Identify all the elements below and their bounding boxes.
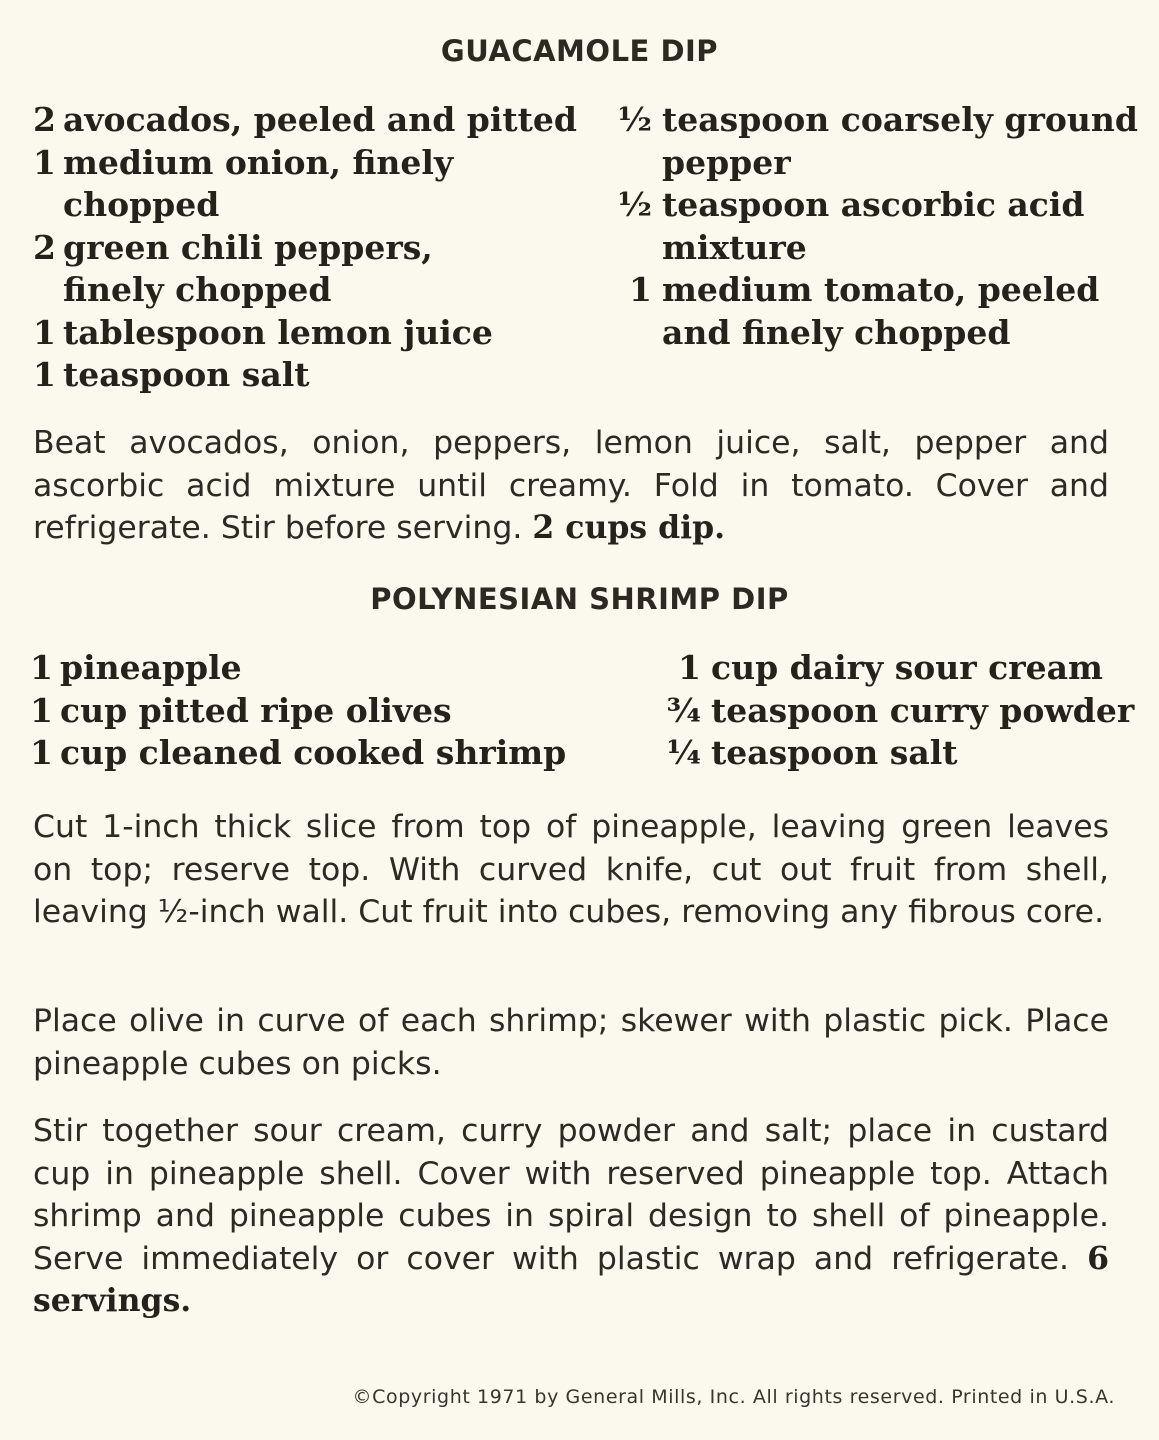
ingredient-text: cup pitted ripe olives bbox=[60, 690, 452, 730]
ingredient-quantity: ¾ bbox=[666, 690, 701, 730]
ingredient-text: chopped bbox=[63, 185, 220, 224]
ingredient-line bbox=[660, 690, 1140, 733]
ingredient-quantity: ¼ bbox=[666, 733, 701, 772]
ingredient-text: medium tomato, peeled bbox=[662, 270, 1100, 309]
ingredient-line bbox=[30, 732, 590, 775]
ingredient-text: cup cleaned cooked shrimp bbox=[60, 733, 567, 772]
guacamole-directions bbox=[33, 422, 1109, 550]
guacamole-directions-text: Beat avocados, onion, peppers, lemon juice, salt, pepper and ascorbic acid mixture until creamy. Fold in tomato. Cover and refrigerate. Stir before serving. bbox=[33, 425, 1109, 546]
shrimp-directions-3 bbox=[33, 1110, 1109, 1323]
shrimp-yield: 6 servings. bbox=[33, 1239, 1110, 1319]
ingredient-line bbox=[33, 184, 573, 227]
ingredient-line bbox=[660, 732, 1140, 775]
ingredient-line bbox=[30, 647, 590, 690]
ingredient-quantity bbox=[33, 184, 53, 227]
guacamole-ingredients-left bbox=[33, 99, 577, 397]
ingredient-text: teaspoon curry powder bbox=[711, 690, 1135, 730]
shrimp-title: POLYNESIAN SHRIMP DIP bbox=[370, 582, 789, 616]
ingredient-line bbox=[610, 99, 1138, 142]
ingredient-text: cup dairy sour cream bbox=[711, 648, 1103, 687]
ingredient-text: and finely chopped bbox=[662, 312, 1011, 352]
ingredient-line bbox=[610, 269, 1130, 312]
guacamole-yield: 2 cups dip. bbox=[532, 509, 726, 546]
ingredient-text: avocados, peeled and pitted bbox=[63, 100, 577, 139]
ingredient-quantity: 1 bbox=[678, 648, 701, 687]
shrimp-ingredients-right bbox=[660, 647, 1140, 775]
ingredient-line bbox=[33, 354, 573, 397]
ingredient-text: tablespoon lemon juice bbox=[63, 312, 493, 352]
ingredient-quantity: ½ bbox=[617, 100, 652, 139]
ingredient-line bbox=[30, 690, 590, 733]
ingredient-line bbox=[610, 227, 1130, 270]
ingredient-text: finely chopped bbox=[63, 270, 332, 309]
ingredient-quantity bbox=[610, 142, 652, 185]
ingredient-line bbox=[33, 99, 577, 142]
ingredient-line bbox=[610, 142, 1130, 185]
ingredient-text: medium onion, finely bbox=[63, 142, 454, 182]
ingredient-quantity: 1 bbox=[30, 648, 53, 687]
ingredient-quantity: 1 bbox=[629, 270, 652, 309]
ingredient-line bbox=[33, 227, 573, 270]
ingredient-quantity: 2 bbox=[33, 227, 56, 267]
ingredient-quantity: 1 bbox=[33, 355, 56, 394]
guacamole-title: GUACAMOLE DIP bbox=[440, 34, 719, 68]
ingredient-quantity: 2 bbox=[33, 100, 56, 139]
ingredient-text: teaspoon salt bbox=[63, 355, 310, 394]
shrimp-directions-1: Cut 1-inch thick slice from top of pineapple, leaving green leaves on top; reserve top. With curved knife, cut out fruit from shell, leaving ½-inch wall. Cut fruit into cubes, removing any fibrous core. bbox=[33, 809, 1109, 930]
shrimp-directions-2: Place olive in curve of each shrimp; skewer with plastic pick. Place pineapple cubes on picks. bbox=[33, 1003, 1109, 1082]
ingredient-quantity: 1 bbox=[33, 142, 56, 182]
ingredient-line bbox=[33, 269, 573, 312]
ingredient-quantity: 1 bbox=[33, 312, 56, 352]
shrimp-ingredients-left bbox=[30, 647, 590, 775]
guacamole-ingredients-right bbox=[610, 99, 1138, 354]
ingredient-line bbox=[660, 647, 1140, 690]
ingredient-text: green chili peppers, bbox=[63, 227, 433, 267]
ingredient-quantity bbox=[33, 269, 53, 312]
ingredient-text: teaspoon ascorbic acid bbox=[662, 185, 1085, 224]
ingredient-quantity: 1 bbox=[30, 690, 53, 730]
ingredient-quantity: ½ bbox=[617, 185, 652, 224]
ingredient-quantity bbox=[610, 227, 652, 270]
ingredient-line bbox=[33, 312, 573, 355]
shrimp-directions-3-text: Stir together sour cream, curry powder and salt; place in custard cup in pineapple shell. Cover with reserved pineapple top. Attach shrimp and pineapple cubes in spiral design to shell of pineapple. Serve immediately or cover with plastic wrap and refrigerate. bbox=[33, 1113, 1109, 1277]
copyright-notice: ©Copyright 1971 by General Mills, Inc. All rights reserved. Printed in U.S.A. bbox=[352, 1386, 1115, 1408]
ingredient-text: teaspoon coarsely ground bbox=[662, 100, 1138, 139]
ingredient-text: pepper bbox=[662, 142, 791, 182]
ingredient-quantity bbox=[610, 312, 652, 355]
ingredient-text: mixture bbox=[662, 227, 807, 267]
ingredient-line bbox=[33, 142, 573, 185]
ingredient-line bbox=[610, 184, 1130, 227]
ingredient-line bbox=[610, 312, 1130, 355]
ingredient-quantity: 1 bbox=[30, 733, 53, 772]
ingredient-text: teaspoon salt bbox=[711, 733, 958, 772]
ingredient-text: pineapple bbox=[60, 648, 242, 687]
